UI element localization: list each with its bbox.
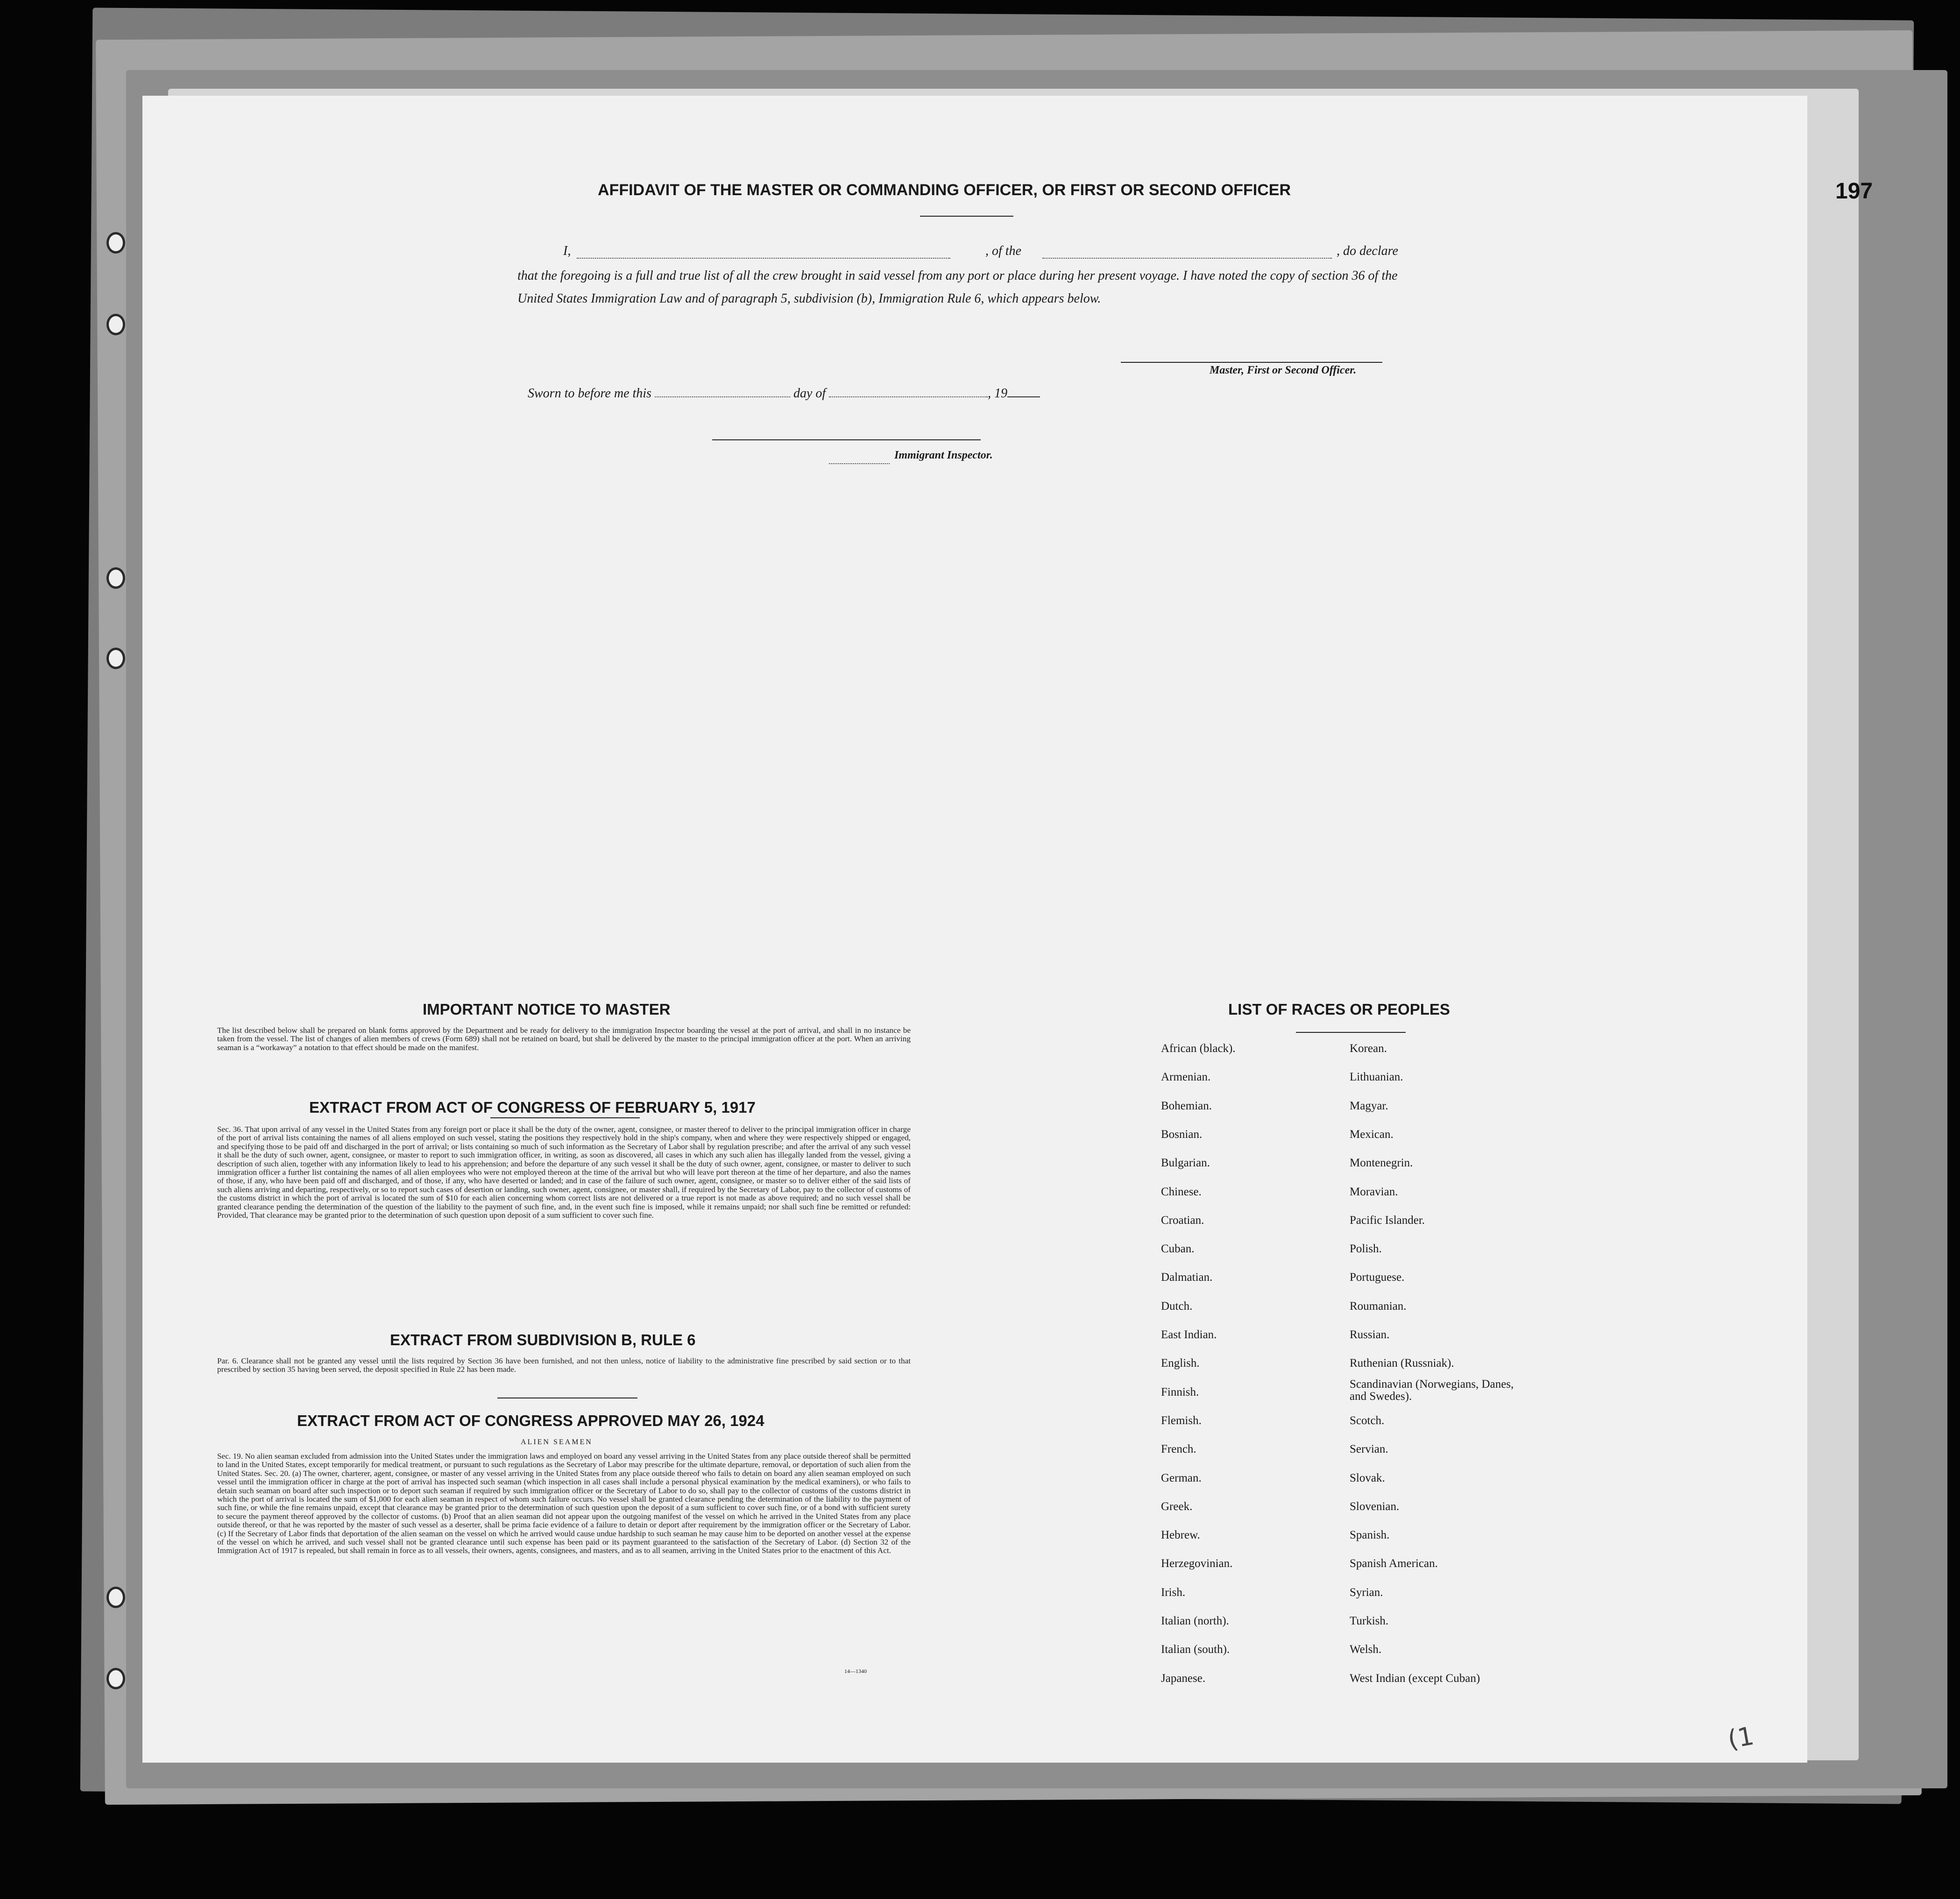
extract-1924-title: EXTRACT FROM ACT OF CONGRESS APPROVED MAY 26, 1924 <box>297 1412 764 1429</box>
race-item: Irish. <box>1161 1586 1186 1599</box>
binder-hole <box>106 567 125 589</box>
race-item: Flemish. <box>1161 1414 1202 1427</box>
binder-hole <box>106 648 125 669</box>
notice-title: IMPORTANT NOTICE TO MASTER <box>423 1001 671 1018</box>
corner-pencil-mark: (1 <box>1725 1721 1756 1755</box>
race-item: East Indian. <box>1161 1328 1217 1341</box>
master-signature-line[interactable] <box>1121 362 1382 363</box>
race-item: Syrian. <box>1350 1586 1383 1599</box>
sworn-day-blank[interactable] <box>655 396 790 397</box>
race-item: Portuguese. <box>1350 1271 1405 1284</box>
race-item: Lithuanian. <box>1350 1071 1403 1084</box>
race-item: Montenegrin. <box>1350 1157 1413 1170</box>
race-item: Servian. <box>1350 1443 1388 1456</box>
race-item: Japanese. <box>1161 1672 1206 1685</box>
name-blank[interactable] <box>577 258 950 259</box>
race-item: Welsh. <box>1350 1643 1382 1656</box>
extract-1917-body: Sec. 36. That upon arrival of any vessel in the United States from any foreign port or place it shall be the duty of the owner, agent, consignee, or master thereof to deliver to the principal immigration officer in charge of the port of arrival lists containing the names of all aliens employed on such vessel, stating the positions they respectively hold in the ship's company, when and where they were respectively shipped or engaged, and specifying those to be paid off and discharged in the port of arrival; or lists containing so much of such information as the Secretary of Labor shall by regulation prescribe; and after the arrival of any such vessel it shall be the duty of such owner, agent, consignee, or master to report to such immigration officer, in writing, as soon as discovered, all cases in which any such alien has illegally landed from the vessel, giving a description of such alien, together with any information likely to lead to his apprehension; and before the departure of any such vessel it shall be the duty of such owner, agent, consignee, or master to deliver to such immigration officer a further list containing the names of all alien employees who were not employed thereon at the time of the arrival but who will leave port thereon at the time of her departure, and also the names of those, if any, who have been paid off and discharged, and of those, if any, who have deserted or landed; and in case of the failure of such owner, agent, consignee, or master so to deliver either of the said lists of such aliens arriving and departing, respectively, or so to report such cases of desertion or landing, such owner, agent, consignee, or master shall, if required by the Secretary of Labor, pay to the collector of customs of the customs district in which the port of arrival is located the sum of $10 for each alien concerning whom correct lists are not delivered or a true report is not made as above required; and no such vessel shall be granted clearance pending the determination of the question of the liability to the payment of such fine, and, in the event such fine is imposed, while it remains unpaid; nor shall such fine be remitted or refunded: Provided, That clearance may be granted prior to the determination of such question upon deposit of a sum sufficient to cover such fine. <box>217 1125 911 1220</box>
race-item: Italian (south). <box>1161 1643 1230 1656</box>
binder-hole <box>106 1668 125 1689</box>
form-number: 14—1340 <box>844 1668 867 1674</box>
race-item: French. <box>1161 1443 1196 1456</box>
declaration-do-declare: , do declare <box>1337 244 1398 258</box>
sworn-statement <box>528 386 1040 401</box>
day-of-label: day of <box>793 386 826 401</box>
declaration-i: I, <box>563 244 571 258</box>
race-item: African (black). <box>1161 1042 1236 1055</box>
race-item: West Indian (except Cuban) <box>1350 1672 1480 1685</box>
extract-1924-body: Sec. 19. No alien seaman excluded from admission into the United States under the immigration laws and employed on board any vessel arriving in the United States from any place outside thereof shall be permitted to land in the United States, except temporarily for medical treatment, or pursuant to such regulations as the Secretary of Labor may prescribe for the ultimate departure, removal, or deportation of such alien from the United States. Sec. 20. (a) The owner, charterer, agent, consignee, or master of any vessel arriving in the United States from any place outside thereof who fails to detain on board any alien seaman employed on such vessel until the immigration officer in charge at the port of arrival has inspected such seaman (which inspection in all cases shall include a personal physical examination by the medical examiners), or who fails to detain such seaman on board after such inspection or to deport such seaman if required by such immigration officer or the Secretary of Labor to do so, shall pay to the collector of customs of the customs district in which the port of arrival is located the sum of $1,000 for each alien seaman in respect of whom such failure occurs. No vessel shall be granted clearance pending the determination of the liability to the payment of such fine, or while the fine remains unpaid, except that clearance may be granted prior to the determination of such question upon the deposit of a sum sufficient to cover such fine, or of a bond with sufficient surety to secure the payment thereof approved by the collector of customs. (b) Proof that an alien seaman did not appear upon the outgoing manifest of the vessel on which he arrived in the United States from any place outside thereof, or that he was reported by the master of such vessel as a deserter, shall be prima facie evidence of a failure to detain or deport after requirement by the immigration officer or the Secretary of Labor. (c) If the Secretary of Labor finds that deportation of the alien seaman on the vessel on which he arrived would cause undue hardship to such seaman he may cause him to be deported on another vessel at the expense of the vessel on which he arrived, and such vessel shall not be granted clearance until such expense has been paid or its payment guaranteed to the satisfaction of the Secretary of Labor. (d) Section 32 of the Immigration Act of 1917 is repealed, but shall remain in force as to all vessels, their owners, agents, consignees, and masters, and as to all seamen, arriving in the United States prior to the enactment of this Act. <box>217 1452 911 1555</box>
race-item: Spanish American. <box>1350 1557 1438 1570</box>
race-item: Magyar. <box>1350 1099 1388 1112</box>
race-item: Bulgarian. <box>1161 1157 1210 1170</box>
race-item: Finnish. <box>1161 1385 1199 1398</box>
sworn-month-blank[interactable] <box>829 396 988 397</box>
page-number: 197 <box>1835 179 1873 204</box>
race-item: Slovak. <box>1350 1471 1385 1484</box>
race-item: Italian (north). <box>1161 1615 1229 1627</box>
section-rule <box>490 1117 640 1118</box>
races-title: LIST OF RACES OR PEOPLES <box>1228 1001 1450 1018</box>
race-item: Turkish. <box>1350 1615 1389 1627</box>
race-item: Moravian. <box>1350 1185 1398 1198</box>
master-signature-label: Master, First or Second Officer. <box>1210 364 1357 376</box>
sworn-before-label: Sworn to before me this <box>528 386 651 401</box>
extract-1917-title: EXTRACT FROM ACT OF CONGRESS OF FEBRUARY 5, 1917 <box>309 1099 756 1116</box>
race-item: Mexican. <box>1350 1128 1394 1141</box>
race-item: Russian. <box>1350 1328 1390 1341</box>
race-item: Korean. <box>1350 1042 1387 1055</box>
title-underline <box>920 216 1013 217</box>
races-title-underline <box>1296 1032 1406 1033</box>
subdivision-body: Par. 6. Clearance shall not be granted any vessel until the lists required by Section 36 have been furnished, and not then unless, notice of liability to the administrative fine prescribed by said section or to that prescribed by section 35 having been served, the deposit specified in Rule 22 has been made. <box>217 1356 911 1374</box>
race-item: Scotch. <box>1350 1414 1385 1427</box>
race-item: Ruthenian (Russniak). <box>1350 1357 1454 1370</box>
race-item: Bosnian. <box>1161 1128 1203 1141</box>
inspector-prefix-line <box>829 463 890 464</box>
affidavit-paragraph: that the foregoing is a full and true list of all the crew brought in said vessel from any port or place during her present voyage. I have noted the copy of section 36 of the United States Immigration Law and of paragraph 5, subdivision (b), Immigration Rule 6, which appears below. <box>517 268 1398 306</box>
notice-body: The list described below shall be prepared on blank forms approved by the Department and be ready for delivery to the immigration Inspector boarding the vessel at the port of arrival, and shall in no instance be taken from the vessel. The list of changes of alien members of crews (Form 689) shall not be retained on board, but shall be delivered by the master to the principal immigration officer at the port. When an arriving seaman is a “workaway” a notation to that effect should be made on the manifest. <box>217 1026 911 1052</box>
inspector-signature-label: Immigrant Inspector. <box>894 449 993 461</box>
race-item: Hebrew. <box>1161 1529 1200 1542</box>
vessel-blank[interactable] <box>1042 258 1332 259</box>
race-item: Bohemian. <box>1161 1099 1212 1112</box>
race-item: Slovenian. <box>1350 1500 1400 1513</box>
race-item: German. <box>1161 1471 1202 1484</box>
race-item: Dutch. <box>1161 1299 1193 1313</box>
binder-hole <box>106 232 125 254</box>
alien-seamen-subtitle: ALIEN SEAMEN <box>521 1438 593 1446</box>
race-item: Herzegovinian. <box>1161 1557 1233 1570</box>
race-item: Scandinavian (Norwegians, Danes, and Swedes). <box>1350 1377 1514 1403</box>
race-item: Cuban. <box>1161 1242 1195 1256</box>
race-item: Dalmatian. <box>1161 1271 1213 1284</box>
race-item: Spanish. <box>1350 1529 1390 1542</box>
sworn-year-blank[interactable] <box>1007 396 1040 397</box>
race-item: English. <box>1161 1357 1200 1370</box>
inspector-signature-line[interactable] <box>712 439 981 440</box>
binder-hole <box>106 1587 125 1608</box>
declaration-of-the: , of the <box>985 244 1021 258</box>
race-item: Roumanian. <box>1350 1299 1407 1313</box>
race-item: Chinese. <box>1161 1185 1202 1198</box>
subdivision-title: EXTRACT FROM SUBDIVISION B, RULE 6 <box>390 1331 696 1348</box>
race-item: Armenian. <box>1161 1071 1211 1084</box>
year-prefix-label: , 19 <box>988 386 1008 401</box>
race-item: Greek. <box>1161 1500 1193 1513</box>
race-item: Croatian. <box>1161 1214 1204 1227</box>
race-item: Pacific Islander. <box>1350 1214 1425 1227</box>
affidavit-title: AFFIDAVIT OF THE MASTER OR COMMANDING OFFICER, OR FIRST OR SECOND OFFICER <box>598 181 1291 199</box>
binder-hole <box>106 314 125 335</box>
race-item: Polish. <box>1350 1242 1382 1256</box>
